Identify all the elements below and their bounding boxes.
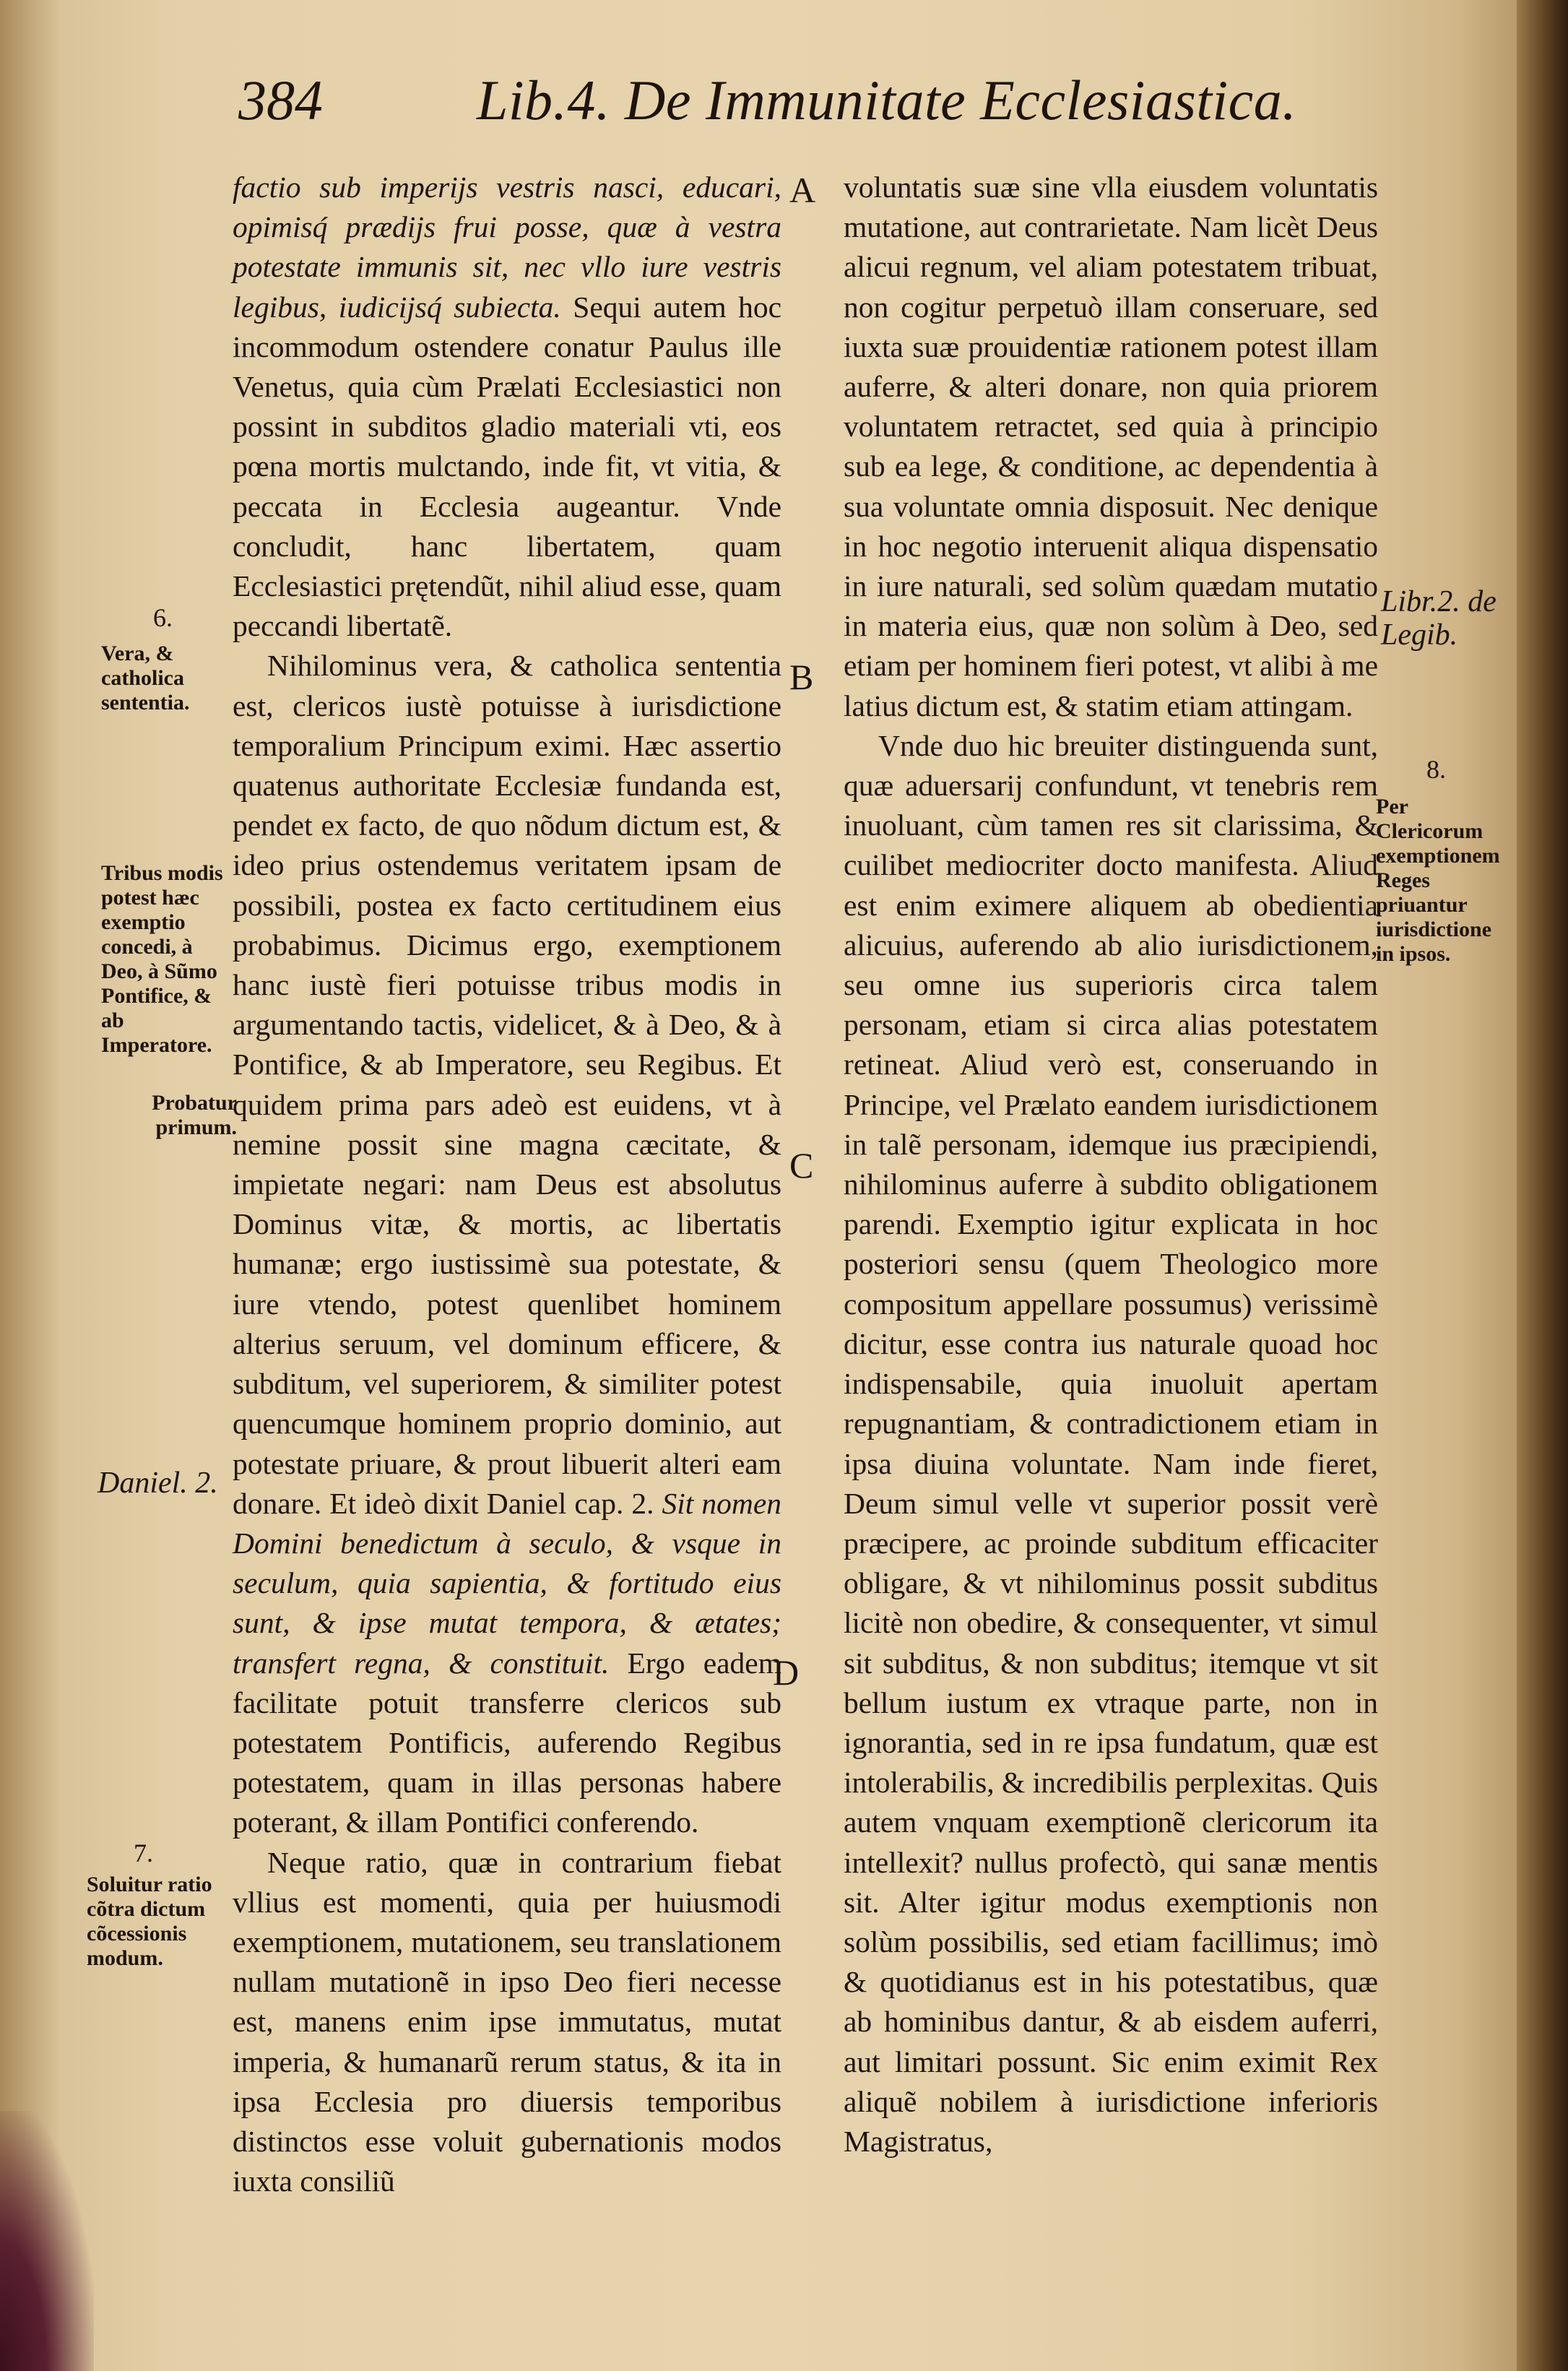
margin-note-tribus-modis: Tribus modis potest hæc exemptio concedi, à Deo, à Sũmo Pontifice, & ab Imperatore. — [101, 861, 223, 1057]
margin-ref-legib: Libr.2. de Legib. — [1381, 585, 1496, 652]
page-number: 384 — [238, 69, 323, 131]
section-letter-a: A — [789, 170, 816, 210]
margin-note-sententia: Vera, & catholica sententia. — [101, 642, 190, 714]
margin-number-6: 6. — [153, 603, 173, 632]
right-paragraph-2: Vnde duo hic breuiter distinguenda sunt, quæ aduersarij confundunt, vt tenebris rem inuoluant, cùm tamen res sit clarissima, & cuilibet mediocriter docto manifesta. Aliud est enim eximere aliquem ab obedientia alicuius, auferendo ab alio iurisdictionem, seu omne ius superioris circa talem personam, etiam si circa alias potestatem retineat. Aliud verò est, conseruando in Principe, vel Prælato eandem iurisdictionem in talẽ personam, idemque ius præcipiendi, nihilominus auferre à subdito obligationem parendi. Exemptio igitur explicata in hoc posteriori sensu (quem Theologico more compositum appellare possumus) verissimè dicitur, esse contra ius naturale quoad hoc indispensabile, quia inuoluit apertam repugnantiam, & contradictionem etiam in ipsa diuina voluntate. Nam inde fieret, Deum simul velle vt superior possit verè præcipere, ac proinde subditum efficaciter obligare, & vt nihilominus possit subditus licitè non obedire, & consequenter, vt simul sit subditus, & non subditus; itemque vt sit bellum iustum ex vtraque parte, non in ignorantia, sed in re ipsa fundatum, quæ est intolerabilis, & incredibilis perplexitas. Quis autem vnquam exemptionẽ clericorum ita intellexit? nullus profectò, qui sanæ mentis sit. Alter igitur modus exemptionis non solùm possibilis, sed etiam facillimus; imò & quotidianus est in his potestatibus, quæ ab hominibus dantur, & ab eisdem auferri, aut limitari possunt. Sic enim eximit Rex aliquẽ nobilem à iurisdictione inferioris Magistratus, — [844, 728, 1378, 2158]
right-paragraph-1: voluntatis suæ sine vlla eiusdem voluntatis mutatione, aut contrarietate. Nam licèt Deus alicui regnum, vel aliam potestatem tribuat, non cogitur perpetuò illam conseruare, sed iuxta suæ prouidentiæ rationem potest illam auferre, & alteri donare, non quia priorem voluntatem retractet, sed quia à principio sub ea lege, & conditione, ac dependentia à sua voluntate omnia disposuit. Nec denique in hoc negotio interuenit aliqua dispensatio in iure naturali, sed solùm quædam mutatio in materia eius, quæ non solùm à Deo, sed etiam per hominem fieri potest, vt alibi à me latius dictum est, & statim etiam attingam. — [844, 170, 1378, 722]
left-paragraph-1 — [233, 168, 781, 646]
margin-note-soluitur: Soluitur ratio cõtra dictum cõcessionis modum. — [87, 1873, 212, 1970]
section-letter-b: B — [789, 657, 814, 697]
running-head: Lib.4. De Immunitate Ecclesiastica. — [477, 69, 1297, 131]
left-paragraph-1-text: Sequi autem hoc incommodum ostendere conatur Paulus ille Venetus, quia cùm Prælati Ecclesiastici non possint in subditos gladio materiali vti, eos pœna mortis mulctando, inde fit, vt vitia, & peccata in Ecclesia augeantur. Vnde concludit, hanc libertatem, quam Ecclesiastici prętendũt, nihil aliud esse, quam peccandi libertatẽ. — [233, 290, 781, 643]
margin-number-8: 8. — [1426, 755, 1446, 784]
left-paragraph-3: Neque ratio, quæ in contrarium fiebat vllius est momenti, quia per huiusmodi exemptionem, mutationem, seu translationem nullam mutationẽ in ipso Deo fieri necesse est, manens enim ipse immutatus, mutat imperia, & humanarũ rerum status, & ita in ipsa Ecclesia pro diuersis temporibus distinctos esse voluit gubernationis modos iuxta consiliũ — [233, 1845, 781, 2198]
margin-ref-daniel: Daniel. 2. — [98, 1467, 218, 1500]
book-edge — [1517, 0, 1568, 2371]
margin-note-per-clericorum: Per Clericorum exemptionem Reges priuantur iurisdictione in ipsos. — [1376, 795, 1500, 966]
section-letter-d: D — [773, 1652, 800, 1693]
left-paragraph-2-conclusion: Ergo eadem facilitate potuit transferre clericos sub potestatem Pontificis, auferendo Regibus potestatem, quam in illas personas habere poterant, & illam Pontifici conferendo. — [233, 1646, 781, 1839]
daniel-quote: Sit nomen Domini benedictum à seculo, & vsque in seculum, quia sapientia, & fortitudo eius sunt, & ipse mutat tempora, & ætates; transfert regna, & constituit. — [233, 1486, 781, 1680]
page-stain — [0, 2111, 94, 2371]
margin-number-7: 7. — [134, 1839, 153, 1867]
left-paragraph-2 — [233, 646, 781, 1842]
right-column — [844, 168, 1378, 2161]
margin-note-probatur: Probatur primum. — [152, 1091, 237, 1139]
section-letter-c: C — [789, 1145, 814, 1186]
left-column — [233, 168, 781, 2201]
left-quote-opening: factio sub imperijs vestris nasci, educari, opimisq́ prædijs frui posse, quæ à vestra potestate immunis sit, nec vllo iure vestris legibus, iudicijsq́ subiecta. — [233, 170, 781, 324]
left-paragraph-2-text: Nihilominus vera, & catholica sententia est, clericos iustè potuisse à iurisdictione temporalium Principum eximi. Hæc assertio quatenus authoritate Ecclesiæ fundanda est, pendet ex facto, de quo nõdum dictum est, & ideo prius ostendemus veritatem ipsam de possibili, postea ex facto certitudinem eius probabimus. Dicimus ergo, exemptionem hanc iustè fieri potuisse tribus modis in argumentando tactis, videlicet, & à Deo, & à Pontifice, & ab Imperatore, seu Regibus. Et quidem prima pars adeò est euidens, vt à nemine possit sine magna cæcitate, & impietate negari: nam Deus est absolutus Dominus vitæ, & mortis, ac libertatis humanæ; ergo iustissimè sua potestate, & iure vtendo, potest quenlibet hominem alterius seruum, vel dominum efficere, & subditum, vel superiorem, & similiter potest quencumque hominem proprio dominio, aut potestate priuare, & prout libuerit alteri eam donare. Et ideò dixit Daniel cap. 2. — [233, 649, 781, 1520]
